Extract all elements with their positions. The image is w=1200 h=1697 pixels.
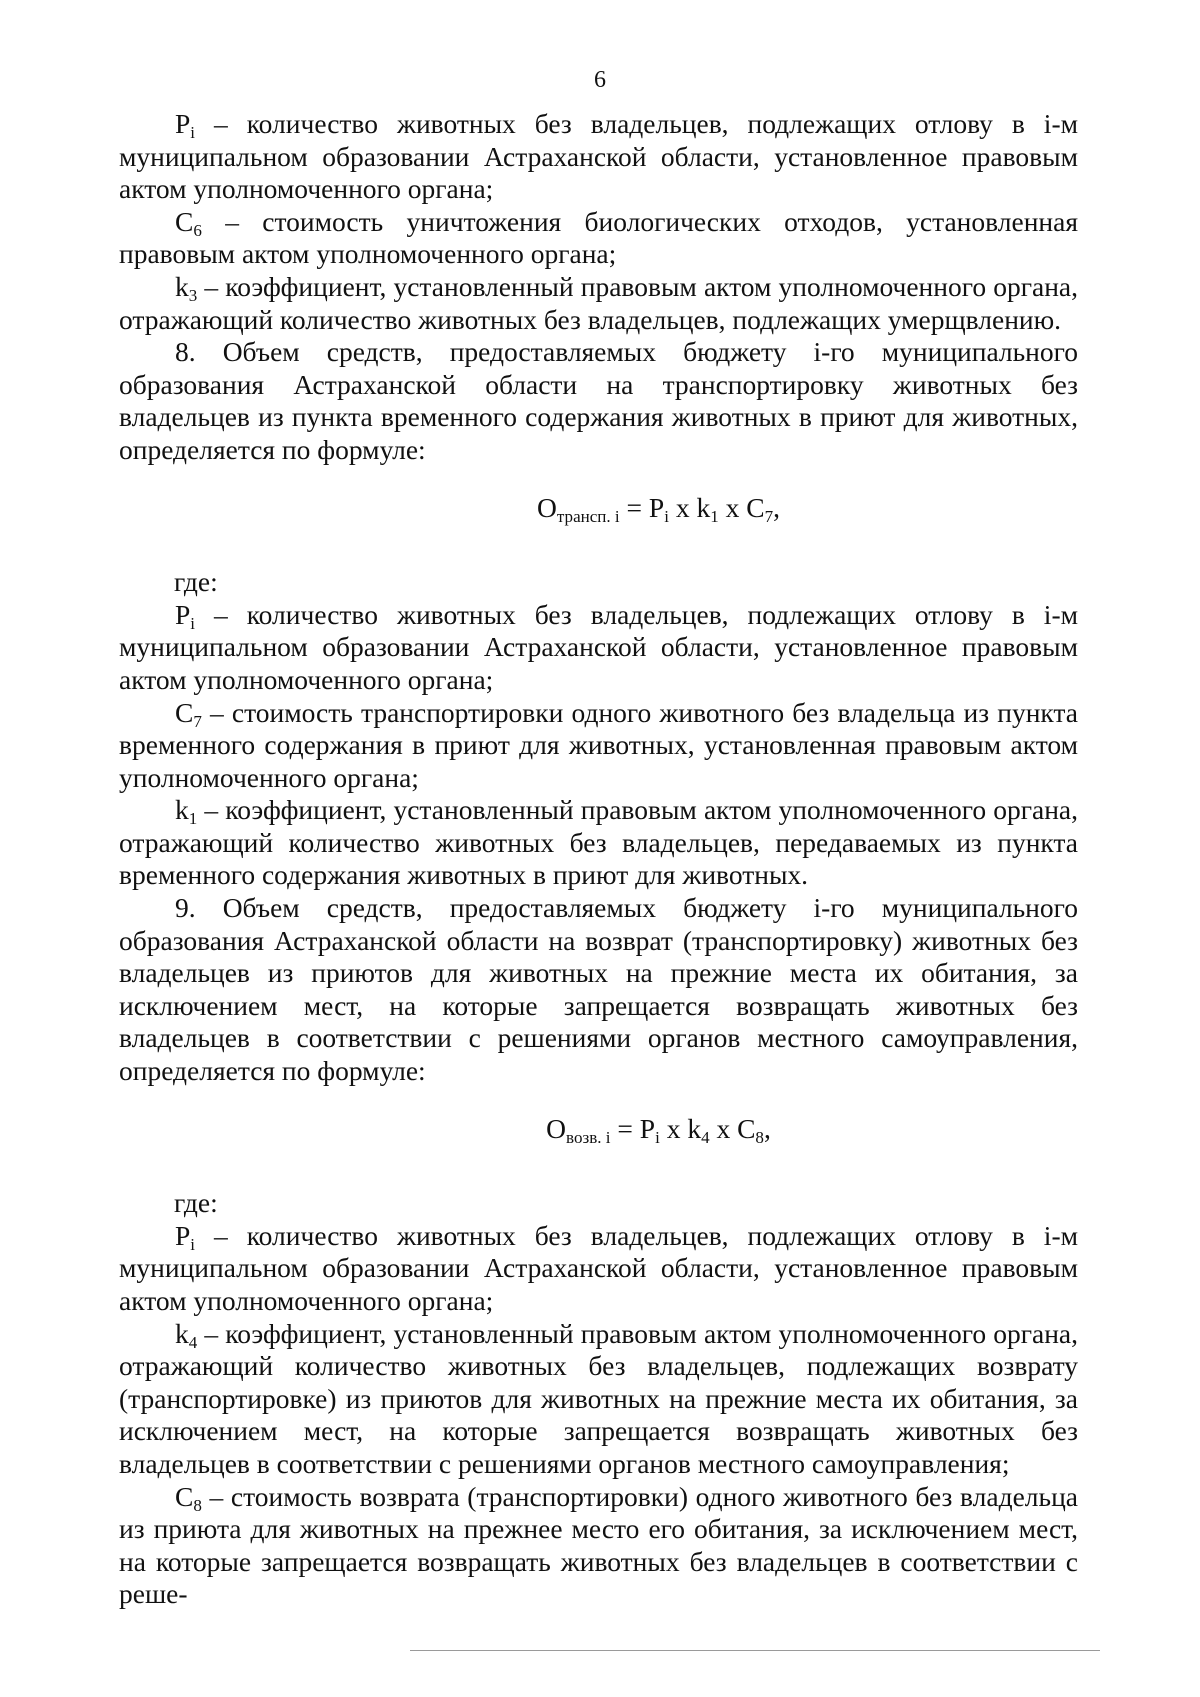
formula-transport: $O_{трансп. i} = P_i$ x $k_1$ x $C_7$,: [537, 491, 780, 526]
definition-c6: [119, 206, 1078, 271]
definition-p-i: [119, 1220, 1078, 1318]
page-number: 6: [594, 67, 606, 93]
symbol: k: [175, 270, 189, 302]
definition-text: – количество животных без владельцев, подлежащих отлову в i-м муниципальном образовании Астраханской области, установленное правовым актом уполномоченного органа;: [119, 108, 1078, 205]
section-9-paragraph: 9. Объем средств, предоставляемых бюджету i-го муниципального образования Астраханской области на возврат (транспортировку) животных без владельцев из приютов для животных на прежние места их обитания, за исключением мест, на которые запрещается возвращать животных без владельцев в соответствии с решениями органов местного самоуправления, определяется по формуле:: [119, 892, 1078, 1087]
symbol-subscript: 8: [193, 1495, 202, 1515]
symbol: C: [175, 696, 194, 728]
symbol: C: [175, 205, 194, 237]
symbol-subscript: 6: [193, 220, 202, 240]
definition-k1: [119, 794, 1078, 892]
definition-c8: [119, 1481, 1078, 1611]
definition-text: – количество животных без владельцев, подлежащих отлову в i-м муниципальном образовании Астраханской области, установленное правовым актом уполномоченного органа;: [119, 598, 1078, 695]
definition-text: – количество животных без владельцев, подлежащих отлову в i-м муниципальном образовании Астраханской области, установленное правовым актом уполномоченного органа;: [119, 1219, 1078, 1316]
symbol: P: [175, 1219, 191, 1251]
definition-p-i: [119, 599, 1078, 697]
symbol: C: [175, 1480, 194, 1512]
formula-return: $O_{возв. i} = P_i$ x $k_4$ x $C_8$,: [546, 1112, 771, 1147]
section-8-paragraph: 8. Объем средств, предоставляемых бюджету i-го муниципального образования Астраханской области на транспортировку животных без владельцев из пункта временного содержания животных в приют для животных, определяется по формуле:: [119, 336, 1078, 465]
symbol: k: [175, 794, 189, 826]
symbol: k: [175, 1317, 189, 1349]
scan-edge-line: [410, 1650, 1100, 1651]
definition-text: – стоимость транспортировки одного животного без владельца из пункта временного содержания в приют для животных, установленная правовым актом уполномоченного органа;: [119, 696, 1078, 793]
definition-text: – коэффициент, установленный правовым актом уполномоченного органа, отражающий количество животных без владельцев, передаваемых из пункта временного содержания животных в приют для животных.: [119, 794, 1078, 891]
symbol-subscript: 7: [193, 711, 202, 731]
where-label: где:: [174, 566, 218, 598]
symbol-subscript: 1: [188, 809, 198, 829]
definition-k4: [119, 1318, 1078, 1481]
definition-text: – стоимость уничтожения биологических отходов, установленная правовым актом уполномоченного органа;: [119, 205, 1078, 270]
definition-p-i: [119, 108, 1078, 206]
where-label: где:: [174, 1187, 218, 1219]
definition-k3: [119, 271, 1078, 336]
definition-text: – коэффициент, установленный правовым актом уполномоченного органа, отражающий количество животных без владельцев, подлежащих умерщвлению.: [119, 270, 1078, 335]
symbol: P: [175, 598, 191, 630]
symbol-subscript: 4: [188, 1332, 198, 1352]
symbol-subscript: i: [190, 613, 196, 633]
definition-text: – стоимость возврата (транспортировки) одного животного без владельца из приюта для животных на прежнее место его обитания, за исключением мест, на которые запрещается возвращать животных без владельцев в соответствии с реше-: [119, 1480, 1078, 1610]
document-body: [119, 108, 1078, 1611]
symbol-subscript: i: [190, 1234, 196, 1254]
symbol-subscript: 3: [188, 286, 198, 306]
definition-c7: [119, 697, 1078, 795]
definition-text: – коэффициент, установленный правовым актом уполномоченного органа, отражающий количество животных без владельцев, подлежащих возврату (транспортировке) из приютов для животных на прежние места их обитания, за исключением мест, на которые запрещается возвращать животных без владельцев в соответствии с решениями органов местного самоуправления;: [119, 1317, 1078, 1479]
symbol-subscript: i: [190, 123, 196, 143]
symbol: P: [175, 108, 191, 139]
